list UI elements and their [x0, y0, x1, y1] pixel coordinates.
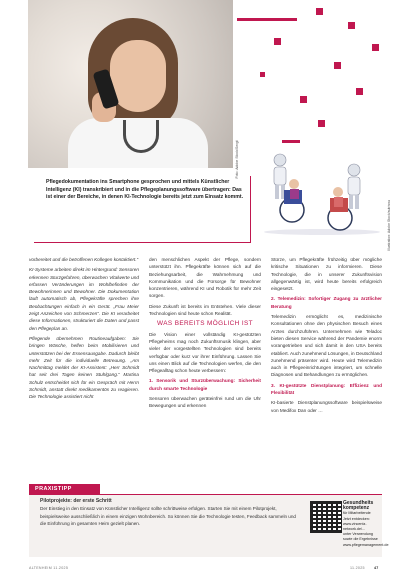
nurse-photo [28, 0, 233, 168]
praxis-tag: PRAXISTIPP [29, 484, 100, 494]
paragraph: KI-basierte Dienstplanungssoftware beispielsweise von Medifox Dan oder … [271, 400, 382, 413]
photo-caption: Pflegedokumentation ins Smartphone gesprochen und mittels Künstlicher Intelligenz (KI) transkribiert und in die Pflegeplanungssoftware übertragen: Das ist einer der Bereiche, in denen KI-Technologie bereits jetzt zum Einsatz kommt. [46, 179, 244, 201]
paragraph: Die Vision einer vollständig KI-gestützten Pflegeheims mag noch Zukunftsmusik klingen, aber vieler der vorgestellten Technologien sind bereits verfügbar oder kurz vor ihrer Einführung. Lassen Sie uns einen Blick auf die Technologien werfen, die den Pflegealltag schon heute verbessern: [149, 331, 261, 374]
page-number: 47 [374, 566, 379, 570]
ad-line: kompetenz [343, 505, 370, 512]
praxis-title: Pilotprojekte: der erste Schritt [40, 498, 112, 504]
subheading: 3. KI-gestützte Dienstplanung: Effizienz und Flexibilität [271, 382, 382, 396]
pink-bar [282, 140, 300, 143]
paragraph: Pflegende übernehmen Routineaufgaben: Sie bringen Wäsche, helfen beim Mobilisieren und unterstützen bei der Essensausgabe. Dadurch bleibt mehr Zeit für die individuelle Betreuung. „Am Nachmittag meldet der KI-Assistent: „Herr Schmidt hat seit drei Tagen keinen Stuhlgang.“ Martina Schulz entscheidet sich für ein Gespräch mit Herrn Schmidt, anstatt direkt medikamentös zu reagieren. Die Technologie assistiert nicht [29, 335, 139, 400]
ad-line: für Mitarbeitende [343, 511, 371, 516]
paragraph: Stürze, um Pflegekräfte frühzeitig über mögliche kritische Situationen zu informieren. Diese Technologie, die in unserer Zukunftsvision allgegenwärtig ist, wird heute bereits erfolgreich eingesetzt. [271, 257, 382, 292]
deco-square [260, 72, 265, 77]
deco-square [356, 88, 363, 95]
paragraph: vorbereitet und die betroffenen Kollegen kontaktiert.“ [29, 257, 139, 262]
deco-square [316, 8, 323, 15]
illustration-credit: Illustration: Adobe Stock/sutrisnu [387, 200, 391, 251]
deco-square [300, 96, 307, 103]
photo-credit: Foto: Adobe Stock/Sergii [235, 140, 239, 179]
deco-square [372, 44, 379, 51]
ad-line[interactable]: www.vincentz-network.de/... [343, 521, 367, 532]
paragraph: den menschlichen Aspekt der Pflege, sondern unterstützt ihn. Pflegekräfte können sich auf die Beziehungsarbeit, die Wahrnehmung und Kommunikation und die Fürsorge für Bewohner konzentrieren, während KI und Robotik für mehr Zeit sorgen. [149, 257, 261, 299]
robot-care-illustration [262, 148, 384, 236]
subheading: 2. Telemedizin: Sofortiger Zugang zu ärztlicher Beratung [271, 296, 382, 309]
ad-line: unter Verwendung sowie die Ergebnisse [343, 532, 378, 542]
section-title: WAS BEREITS MÖGLICH IST [157, 320, 253, 328]
footer-left: ALTENHEIM 11.2025 [29, 566, 69, 570]
ad-line: Jetzt entdecken: [343, 516, 370, 521]
column-3 [271, 256, 382, 417]
ad-line[interactable]: www.pflegemanagement.de [343, 542, 389, 547]
praxis-body: Der Einstieg in den Einsatz von Künstlicher Intelligenz sollte schrittweise erfolgen. Starten Sie mit einem Pilotprojekt, beispielsweise ausschließlich in einem einzigen Wohnbereich. So können Sie die Technologie testen, Feedback sammeln und die Einführung im gesamten Heim gezielt planen. [40, 506, 296, 527]
qr-code-icon[interactable] [310, 501, 342, 533]
deco-square [318, 120, 325, 127]
deco-square [274, 38, 281, 45]
column-2 [149, 256, 261, 413]
deco-square [348, 22, 355, 29]
paragraph: Diese Zukunft ist bereits im Entstehen. Viele dieser Technologien sind heute schon Realität. [149, 303, 261, 317]
paragraph: KI-Systeme arbeiten direkt im Hintergrund: Sensoren erkennen Sturzgefahren, überwachen Vitalwerte und erfassen Veränderungen im Wohlbefinden der Bewohnerinnen und Bewohner. Die Dokumentation läuft automatisch ab, Pflegekräfte sprechen ihre Beobachtungen einfach in ein Gerät. „Frau Meier zeigt Anzeichen von Schmerzen“. Die KI verarbeitet diese Informationen, strukturiert die Daten und passt den Pflegeplan an. [29, 267, 139, 331]
footer-issue: 11.2025 [350, 566, 365, 570]
paragraph: Telemedizin ermöglicht es, medizinische Konsultationen ohne den physischen Besuch eines Arztes durchzuführen. Unternehmen wie Teladoc bieten diesen Service während der Pandemie enorm vorangetrieben und sich damit in den USA bereits etabliert. Auch zunehmend Lösungen, in Deutschland zunehmend präsenter wird. Heute wird Telemedizin auch in Pflegeeinrichtungen integriert, um schnelle Diagnosen und Behandlungen zu ermöglichen. [271, 314, 383, 378]
praxis-text [40, 498, 302, 528]
ad-block [343, 500, 389, 547]
pink-bar [237, 18, 297, 21]
ad-line: Gesundheits [343, 500, 374, 506]
deco-square [334, 62, 341, 69]
paragraph: Sensoren überwachen geräteinfrei rund um die Uhr Bewegungen und erkennen [149, 396, 261, 409]
subheading: 1. Sensorik und Sturzüberwachung: Sicherheit durch smarte Technologie [149, 378, 261, 391]
column-1 [29, 256, 139, 404]
